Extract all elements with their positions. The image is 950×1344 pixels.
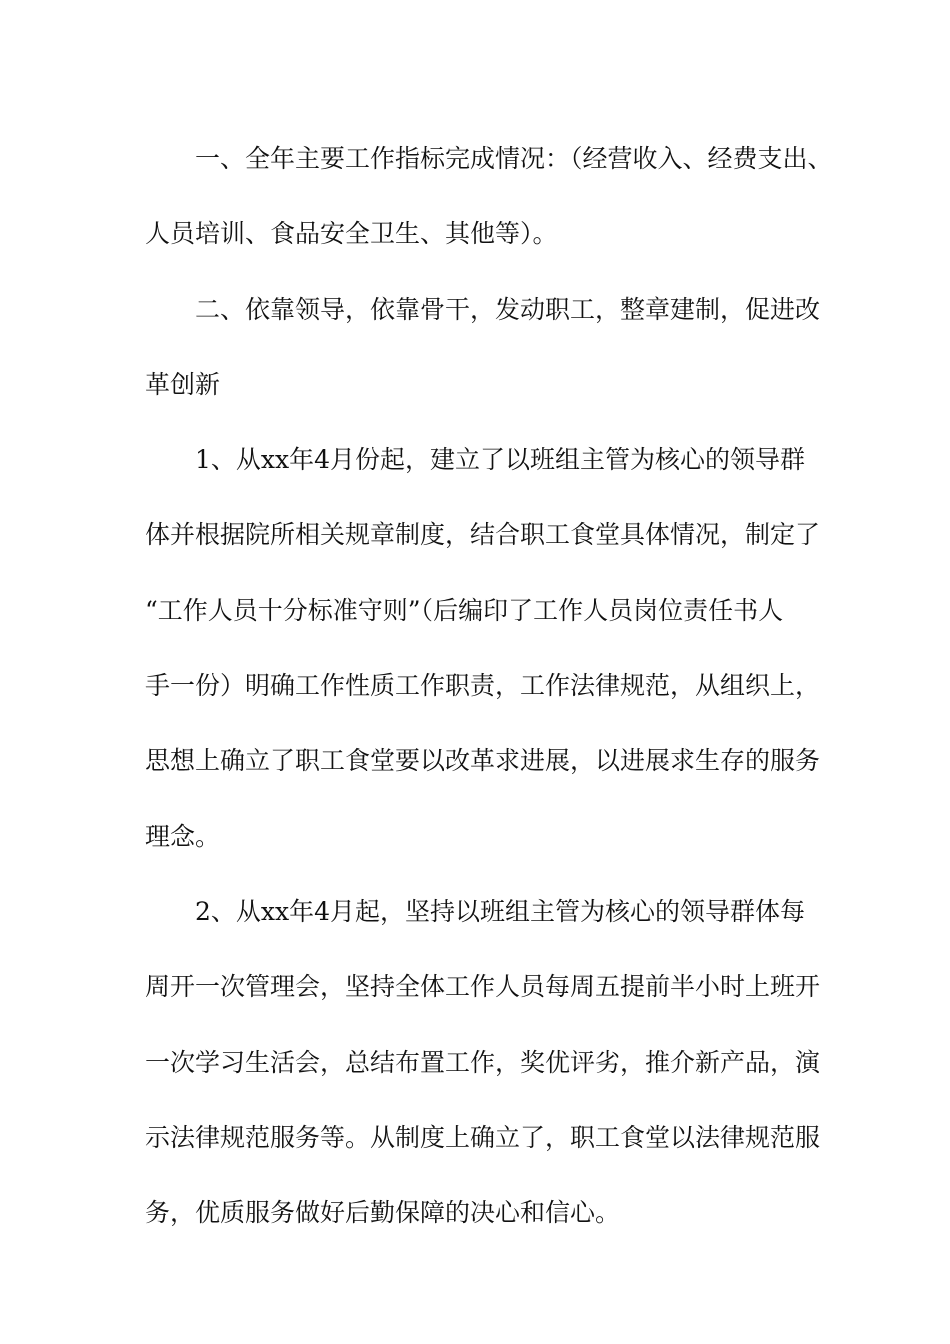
- text-line: 思想上确立了职工食堂要以改革求进展，以进展求生存的服务: [145, 746, 821, 776]
- text-line: 2、从xx年4月起，坚持以班组主管为核心的领导群体每: [195, 896, 806, 926]
- document-body: [145, 121, 833, 1250]
- text-line: 体并根据院所相关规章制度，结合职工食堂具体情况，制定了: [145, 520, 821, 550]
- paragraph-item-2: [145, 874, 821, 1250]
- text-line: 人员培训、食品安全卫生、其他等）。: [145, 219, 558, 249]
- text-line: 二、依靠领导，依靠骨干，发动职工，整章建制，促进改: [195, 294, 821, 324]
- paragraph-rely-on-leadership: [145, 272, 821, 423]
- paragraph-item-1: [145, 422, 821, 874]
- text-line: 革创新: [145, 369, 221, 399]
- text-line: 周开一次管理会，坚持全体工作人员每周五提前半小时上班开: [145, 972, 821, 1002]
- text-line: 手一份）明确工作性质工作职责，工作法律规范，从组织上，: [145, 671, 821, 701]
- paragraph-annual-indicators: [145, 121, 833, 272]
- text-line: 一次学习生活会，总结布置工作，奖优评劣，推介新产品，演: [145, 1047, 821, 1077]
- text-line: 示法律规范服务等。从制度上确立了，职工食堂以法律规范服: [145, 1122, 821, 1152]
- text-line: 1、从xx年4月份起，建立了以班组主管为核心的领导群: [195, 445, 806, 475]
- text-line: 务，优质服务做好后勤保障的决心和信心。: [145, 1198, 621, 1228]
- text-line: 一、全年主要工作指标完成情况：（经营收入、经费支出、: [195, 144, 833, 173]
- text-line: “工作人员十分标准守则”（后编印了工作人员岗位责任书人: [145, 595, 784, 625]
- text-line: 理念。: [145, 821, 221, 851]
